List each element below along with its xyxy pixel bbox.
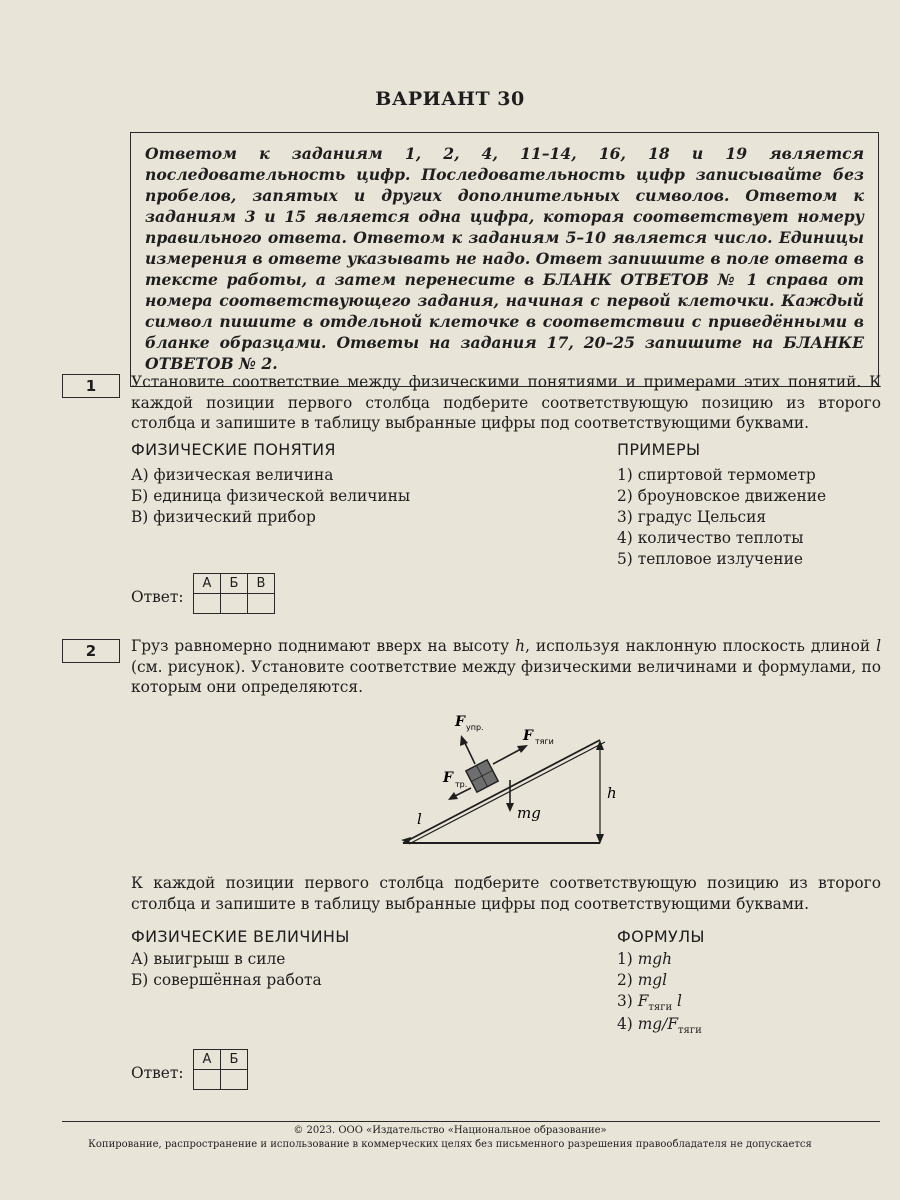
task-1-answer-table — [193, 573, 275, 614]
answer-col-header: В — [248, 574, 275, 594]
task-2-right-header: ФОРМУЛЫ — [617, 927, 705, 946]
task-2-left-item: А) выигрыш в силе — [131, 950, 286, 968]
task-1-left-item: В) физический прибор — [131, 508, 316, 526]
footer-copyright: © 2023. ООО «Издательство «Национальное образование» — [293, 1125, 607, 1136]
answer-cell[interactable] — [221, 1070, 248, 1090]
task-2-text-2: К каждой позиции первого столбца подберите соответствующую позицию из второго столбца и запишите в таблицу выбранные цифры под соответствующими буквами. — [131, 874, 881, 913]
task-1-right-item: 2) броуновское движение — [617, 487, 827, 505]
inclined-plane-figure — [395, 700, 635, 850]
task-1-left-item: А) физическая величина — [131, 466, 334, 484]
task-2-formula: 1) mgh — [617, 950, 673, 968]
task-1-right-item: 5) тепловое излучение — [617, 550, 803, 568]
task-2-formula: 2) mgl — [617, 971, 668, 989]
task-2-number: 2 — [62, 639, 120, 663]
force-friction-arrow — [455, 788, 471, 796]
answer-col-header: А — [194, 574, 221, 594]
plane-incline — [403, 740, 600, 843]
task-1-right-item: 3) градус Цельсия — [617, 508, 767, 526]
task-1-text: Установите соответствие между физическими понятиями и примерами этих понятий. К каждой позиции первого столбца подберите соответствующую позицию из второго столбца и запишите в таблицу выбранные цифры под соответствующими буквами. — [131, 373, 881, 432]
task-2-answer-label: Ответ: — [131, 1064, 184, 1082]
task-1-right-item: 4) количество теплоты — [617, 529, 804, 547]
task-2-formula: 3) $F_{тяги}$ l — [617, 992, 682, 1014]
task-2-left-item: Б) совершённая работа — [131, 971, 322, 989]
label-f-tr-sub: тр. — [455, 780, 468, 789]
answer-col-header: А — [194, 1050, 221, 1070]
label-h: h — [607, 784, 617, 802]
label-f-tyagi: F — [523, 728, 533, 744]
force-traction-arrow — [493, 749, 521, 764]
label-f-tyagi-sub: тяги — [535, 737, 554, 746]
footer-notice: Копирование, распространение и использование в коммерческих целях без письменного разрешения правообладателя не допускается — [88, 1139, 812, 1150]
task-1-number: 1 — [62, 374, 120, 398]
footer-divider — [62, 1121, 880, 1122]
task-1-left-header: ФИЗИЧЕСКИЕ ПОНЯТИЯ — [131, 440, 336, 459]
label-mg: mg — [517, 804, 541, 822]
force-normal-arrow — [464, 741, 475, 764]
answer-cell[interactable] — [248, 594, 275, 614]
task-2-formula: 4) $mg/F_{тяги}$ — [617, 1015, 702, 1037]
task-1-answer-label: Ответ: — [131, 588, 184, 606]
answer-cell[interactable] — [221, 594, 248, 614]
answer-cell[interactable] — [194, 594, 221, 614]
task-1-right-header: ПРИМЕРЫ — [617, 440, 701, 459]
task-2-answer-table — [193, 1049, 248, 1090]
page-title: ВАРИАНТ 30 — [375, 88, 525, 110]
task-1-right-item: 1) спиртовой термометр — [617, 466, 816, 484]
label-l: l — [417, 810, 422, 828]
answer-cell[interactable] — [194, 1070, 221, 1090]
task-2-text: Груз равномерно поднимают вверх на высоту h, используя наклонную плоскость длиной l (см. рисунок). Установите соответствие между физическими величинами и формулами, по которым они определяются. — [131, 637, 881, 696]
task-2-left-header: ФИЗИЧЕСКИЕ ВЕЛИЧИНЫ — [131, 927, 350, 946]
answer-col-header: Б — [221, 574, 248, 594]
answer-col-header: Б — [221, 1050, 248, 1070]
task-1-left-item: Б) единица физической величины — [131, 487, 411, 505]
label-f-tr: F — [443, 770, 453, 786]
label-f-upr-sub: упр. — [466, 723, 484, 732]
label-f-upr: F — [455, 714, 465, 730]
instructions-box: Ответом к заданиям 1, 2, 4, 11–14, 16, 18 и 19 является последовательность цифр. Последовательность цифр записывайте без пробелов, запятых и других дополнительных символов. Ответом к заданиям 3 и 15 является одна цифра, которая соответствует номеру правильного ответа. Ответом к заданиям 5–10 является число. Единицы измерения в ответе указывать не надо. Ответ запишите в поле ответа в тексте работы, а затем перенесите в БЛАНК ОТВЕТОВ № 1 справа от номера соответствующего задания, начиная с первой клеточки. Каждый символ пишите в отдельной клеточке в соответствии с приведёнными в бланке образцами. Ответы на задания 17, 20–25 запишите на БЛАНКЕ ОТВЕТОВ № 2. — [130, 132, 879, 387]
